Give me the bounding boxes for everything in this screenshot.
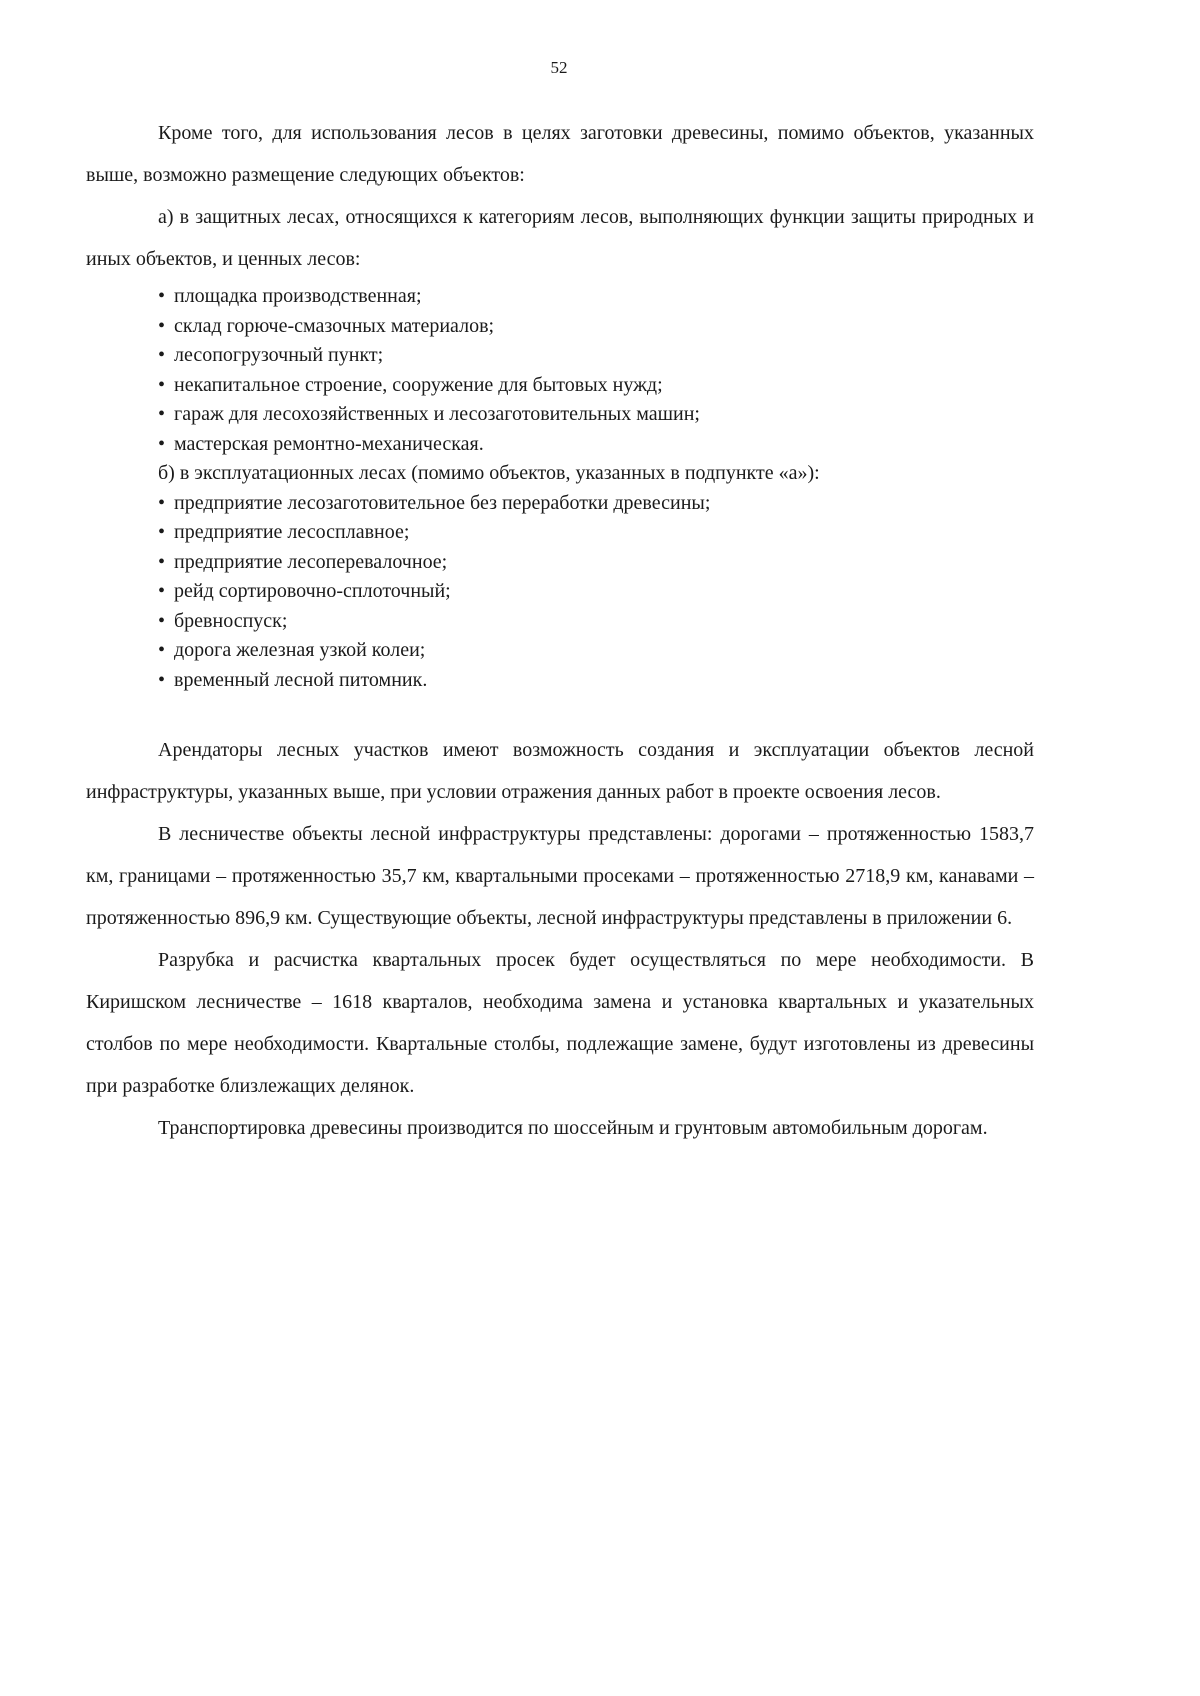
list-item: • временный лесной питомник. bbox=[158, 666, 1034, 696]
bullet-icon: • bbox=[158, 668, 166, 691]
list-item: • рейд сортировочно-сплоточный; bbox=[158, 577, 1034, 607]
list-item: • бревноспуск; bbox=[158, 607, 1034, 637]
bullet-icon: • bbox=[158, 373, 166, 396]
intro-paragraph: Кроме того, для использования лесов в целях заготовки древесины, помимо объектов, указанных выше, возможно размещение следующих объектов: bbox=[86, 122, 1034, 186]
list-item: • гараж для лесохозяйственных и лесозаготовительных машин; bbox=[158, 400, 1034, 430]
section-b-heading: б) в эксплуатационных лесах (помимо объектов, указанных в подпункте «а»): bbox=[158, 462, 820, 484]
bullet-icon: • bbox=[158, 550, 166, 573]
list-item: • площадка производственная; bbox=[158, 282, 1034, 312]
spacer bbox=[86, 695, 1034, 729]
list-item: • дорога железная узкой колеи; bbox=[158, 636, 1034, 666]
bullet-icon: • bbox=[158, 521, 166, 543]
paragraph-transport: Транспортировка древесины производится по шоссейным и грунтовым автомобильным дорогам. bbox=[158, 1117, 988, 1139]
bullet-icon: • bbox=[158, 403, 166, 425]
bullet-icon: • bbox=[158, 609, 166, 632]
paragraph-infrastructure: В лесничестве объекты лесной инфраструктуры представлены: дорогами – протяженностью 1583,7 км, границами – протяженностью 35,7 км, квартальными просеками – протяженностью 2718,9 км, канавами – протяженностью 896,9 км. Существующие объекты, лесной инфраструктуры представлены в приложении 6. bbox=[86, 823, 1034, 929]
paragraph-clearing: Разрубка и расчистка квартальных просек будет осуществляться по мере необходимости. В Киришском лесничестве – 1618 кварталов, необходима замена и установка квартальных и указательных столбов по мере необходимости. Квартальные столбы, подлежащие замене, будут изготовлены из древесины при разработке близлежащих делянок. bbox=[86, 949, 1034, 1097]
bullet-icon: • bbox=[158, 285, 166, 307]
list-item: • предприятие лесоперевалочное; bbox=[158, 548, 1034, 578]
list-item: • мастерская ремонтно-механическая. bbox=[158, 430, 1034, 460]
bullet-icon: • bbox=[158, 344, 166, 366]
paragraph-tenants: Арендаторы лесных участков имеют возможность создания и эксплуатации объектов лесной инфраструктуры, указанных выше, при условии отражения данных работ в проекте освоения лесов. bbox=[86, 739, 1034, 803]
bullet-icon: • bbox=[158, 314, 166, 337]
list-item: • склад горюче-смазочных материалов; bbox=[158, 312, 1034, 342]
list-item: • лесопогрузочный пункт; bbox=[158, 341, 1034, 371]
bullet-icon: • bbox=[158, 580, 166, 602]
section-a-heading: а) в защитных лесах, относящихся к категориям лесов, выполняющих функции защиты природных и иных объектов, и ценных лесов: bbox=[86, 206, 1034, 270]
document-body bbox=[86, 112, 1034, 1149]
section-a-list bbox=[86, 282, 1034, 695]
page-number: 52 bbox=[550, 58, 568, 77]
list-item: • некапитальное строение, сооружение для бытовых нужд; bbox=[158, 371, 1034, 401]
bullet-icon: • bbox=[158, 432, 166, 455]
bullet-icon: • bbox=[158, 639, 166, 661]
list-item: • предприятие лесозаготовительное без переработки древесины; bbox=[158, 489, 1034, 519]
list-item: • предприятие лесосплавное; bbox=[158, 518, 1034, 548]
bullet-icon: • bbox=[158, 491, 166, 514]
